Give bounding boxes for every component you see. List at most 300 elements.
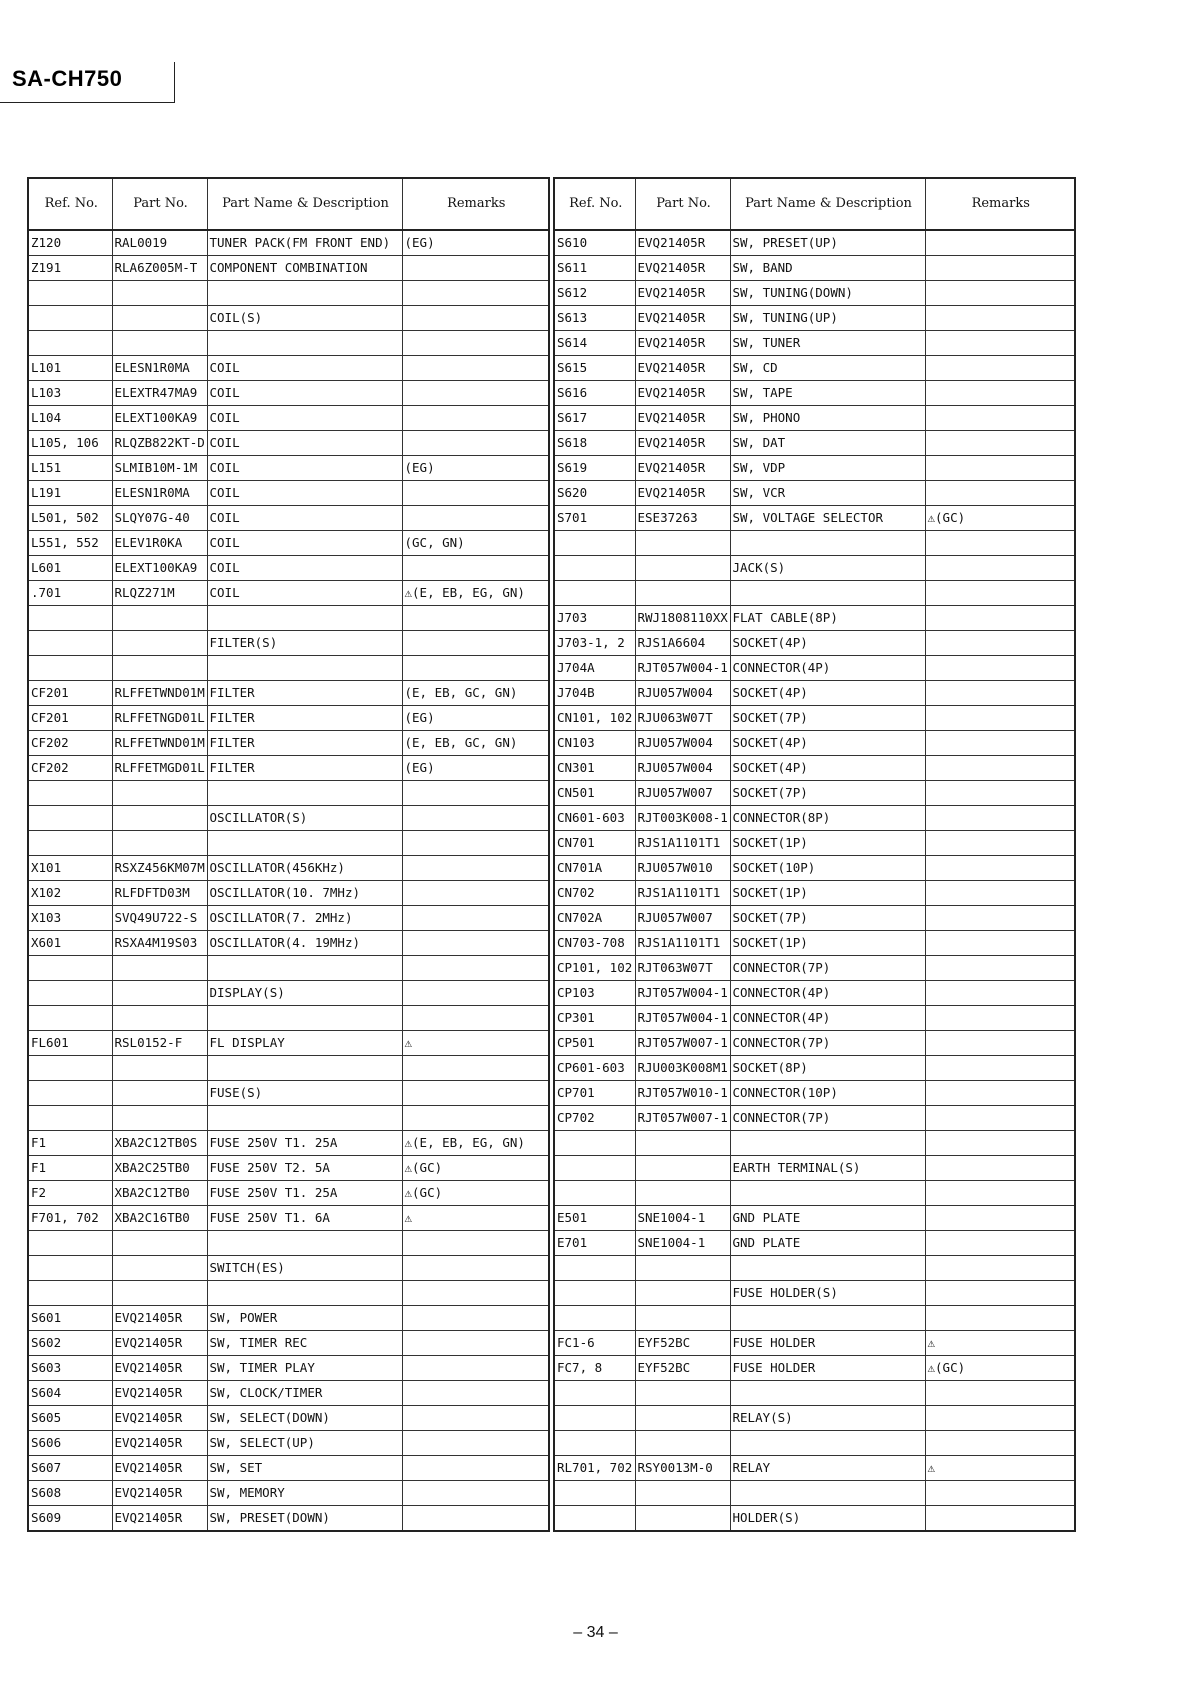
table-row: [554, 1306, 1075, 1331]
cell-remarks: [925, 656, 1075, 681]
model-header-box: [0, 62, 175, 103]
cell-part-no: RJU063W07T: [635, 706, 730, 731]
cell-remarks: [925, 1381, 1075, 1406]
cell-part-no: EVQ21405R: [635, 456, 730, 481]
cell-description: EARTH TERMINAL(S): [730, 1156, 925, 1181]
cell-ref-no: X103: [28, 906, 112, 931]
cell-remarks: [402, 1231, 549, 1256]
cell-ref-no: CP301: [554, 1006, 635, 1031]
table-row: [554, 1006, 1075, 1031]
cell-description: SW, TIMER PLAY: [207, 1356, 402, 1381]
table-row: [28, 1481, 549, 1506]
cell-part-no: RJS1A1101T1: [635, 831, 730, 856]
cell-description: FUSE HOLDER: [730, 1331, 925, 1356]
cell-part-no: [635, 1281, 730, 1306]
cell-remarks: [402, 1481, 549, 1506]
cell-description: OSCILLATOR(10. 7MHz): [207, 881, 402, 906]
cell-ref-no: CN701A: [554, 856, 635, 881]
cell-ref-no: [28, 1281, 112, 1306]
table-row: [28, 1006, 549, 1031]
cell-remarks: [402, 631, 549, 656]
cell-description: SOCKET(7P): [730, 906, 925, 931]
cell-description: [207, 956, 402, 981]
table-row: [554, 331, 1075, 356]
cell-part-no: EVQ21405R: [635, 306, 730, 331]
cell-part-no: [112, 1281, 207, 1306]
table-row: [28, 230, 549, 256]
cell-part-no: [635, 1156, 730, 1181]
cell-part-no: EVQ21405R: [112, 1306, 207, 1331]
cell-description: SW, DAT: [730, 431, 925, 456]
cell-ref-no: [28, 1231, 112, 1256]
cell-description: SOCKET(10P): [730, 856, 925, 881]
cell-part-no: RJT057W007-1: [635, 1031, 730, 1056]
cell-part-no: SLMIB10M-1M: [112, 456, 207, 481]
cell-description: COIL: [207, 506, 402, 531]
cell-description: SW, PRESET(DOWN): [207, 1506, 402, 1532]
cell-part-no: XBA2C25TB0: [112, 1156, 207, 1181]
cell-description: SOCKET(1P): [730, 931, 925, 956]
table-row: [28, 1281, 549, 1306]
cell-remarks: [925, 1431, 1075, 1456]
cell-part-no: RJT057W004-1: [635, 981, 730, 1006]
cell-description: FILTER: [207, 731, 402, 756]
cell-ref-no: CP103: [554, 981, 635, 1006]
cell-part-no: [635, 1506, 730, 1532]
table-row: [28, 631, 549, 656]
cell-description: COIL: [207, 556, 402, 581]
table-row: [28, 856, 549, 881]
cell-part-no: EVQ21405R: [635, 331, 730, 356]
table-row: [554, 256, 1075, 281]
cell-ref-no: X601: [28, 931, 112, 956]
table-row: [28, 331, 549, 356]
cell-remarks: (EG): [402, 706, 549, 731]
table-row: [28, 656, 549, 681]
cell-ref-no: [28, 981, 112, 1006]
cell-remarks: [925, 431, 1075, 456]
table-row: [28, 1081, 549, 1106]
table-row: [28, 281, 549, 306]
cell-description: HOLDER(S): [730, 1506, 925, 1532]
cell-ref-no: S618: [554, 431, 635, 456]
cell-ref-no: L191: [28, 481, 112, 506]
table-row: [554, 656, 1075, 681]
table-row: [28, 581, 549, 606]
cell-ref-no: S604: [28, 1381, 112, 1406]
cell-ref-no: J704B: [554, 681, 635, 706]
table-row: [28, 306, 549, 331]
cell-description: COIL: [207, 481, 402, 506]
cell-part-no: ELESN1R0MA: [112, 356, 207, 381]
header-ref-no: Ref. No.: [28, 178, 112, 230]
cell-part-no: [635, 1381, 730, 1406]
cell-remarks: ⚠(E, EB, EG, GN): [402, 1131, 549, 1156]
cell-ref-no: [28, 806, 112, 831]
cell-part-no: RJU057W007: [635, 906, 730, 931]
cell-description: FUSE(S): [207, 1081, 402, 1106]
cell-ref-no: [28, 1056, 112, 1081]
cell-remarks: [925, 456, 1075, 481]
cell-remarks: ⚠: [402, 1206, 549, 1231]
cell-ref-no: CN702: [554, 881, 635, 906]
cell-part-no: RJS1A6604: [635, 631, 730, 656]
table-row: [28, 1431, 549, 1456]
cell-remarks: [925, 581, 1075, 606]
parts-table-left: [27, 177, 550, 1532]
cell-description: COIL: [207, 381, 402, 406]
cell-remarks: [925, 381, 1075, 406]
cell-ref-no: S620: [554, 481, 635, 506]
cell-ref-no: F1: [28, 1156, 112, 1181]
table-row: [554, 1256, 1075, 1281]
cell-ref-no: CF201: [28, 681, 112, 706]
cell-ref-no: .701: [28, 581, 112, 606]
cell-ref-no: FC7, 8: [554, 1356, 635, 1381]
table-row: [28, 981, 549, 1006]
cell-remarks: [402, 1081, 549, 1106]
table-row: [554, 1081, 1075, 1106]
cell-part-no: RJT057W010-1: [635, 1081, 730, 1106]
table-row: [554, 1206, 1075, 1231]
cell-part-no: [635, 1431, 730, 1456]
cell-remarks: [925, 256, 1075, 281]
cell-ref-no: X101: [28, 856, 112, 881]
cell-remarks: [925, 1081, 1075, 1106]
cell-ref-no: CP701: [554, 1081, 635, 1106]
cell-ref-no: CF202: [28, 731, 112, 756]
cell-remarks: ⚠(GC): [402, 1181, 549, 1206]
cell-description: [207, 781, 402, 806]
cell-part-no: RLFFETWND01M: [112, 731, 207, 756]
cell-remarks: [402, 381, 549, 406]
cell-part-no: [635, 1406, 730, 1431]
table-row: [28, 1231, 549, 1256]
cell-description: GND PLATE: [730, 1206, 925, 1231]
cell-description: FUSE 250V T1. 25A: [207, 1181, 402, 1206]
table-row: [554, 381, 1075, 406]
cell-remarks: [925, 981, 1075, 1006]
page-number: – 34 –: [573, 1624, 618, 1641]
cell-remarks: [402, 831, 549, 856]
cell-description: SOCKET(4P): [730, 681, 925, 706]
cell-part-no: [112, 1081, 207, 1106]
cell-description: [207, 1056, 402, 1081]
cell-description: CONNECTOR(10P): [730, 1081, 925, 1106]
header-part-no: Part No.: [635, 178, 730, 230]
cell-part-no: EYF52BC: [635, 1331, 730, 1356]
cell-remarks: (EG): [402, 230, 549, 256]
cell-description: SW, TUNER: [730, 331, 925, 356]
table-row: [28, 456, 549, 481]
cell-ref-no: J704A: [554, 656, 635, 681]
cell-remarks: [925, 606, 1075, 631]
cell-remarks: [402, 856, 549, 881]
cell-ref-no: CP501: [554, 1031, 635, 1056]
cell-part-no: EVQ21405R: [112, 1381, 207, 1406]
table-row: [554, 230, 1075, 256]
cell-part-no: ELEXT100KA9: [112, 406, 207, 431]
cell-remarks: ⚠: [925, 1331, 1075, 1356]
cell-ref-no: S608: [28, 1481, 112, 1506]
cell-ref-no: [554, 1506, 635, 1532]
cell-description: FUSE 250V T1. 6A: [207, 1206, 402, 1231]
cell-description: [730, 1181, 925, 1206]
cell-remarks: [925, 731, 1075, 756]
cell-description: COIL: [207, 406, 402, 431]
cell-description: [207, 1281, 402, 1306]
cell-remarks: [925, 856, 1075, 881]
table-row: [28, 531, 549, 556]
cell-remarks: [925, 481, 1075, 506]
cell-ref-no: S602: [28, 1331, 112, 1356]
cell-ref-no: L501, 502: [28, 506, 112, 531]
cell-ref-no: S614: [554, 331, 635, 356]
table-row: [554, 1506, 1075, 1532]
cell-description: COIL: [207, 531, 402, 556]
table-row: [554, 606, 1075, 631]
cell-remarks: [402, 281, 549, 306]
cell-remarks: [925, 1506, 1075, 1532]
table-row: [28, 1206, 549, 1231]
cell-part-no: [635, 1131, 730, 1156]
cell-remarks: [925, 356, 1075, 381]
table-row: [28, 781, 549, 806]
cell-remarks: [402, 981, 549, 1006]
cell-remarks: [925, 1181, 1075, 1206]
cell-ref-no: [28, 831, 112, 856]
cell-remarks: [925, 1306, 1075, 1331]
cell-part-no: RJU057W004: [635, 756, 730, 781]
cell-part-no: RJT063W07T: [635, 956, 730, 981]
cell-part-no: RSY0013M-0: [635, 1456, 730, 1481]
cell-remarks: [402, 1431, 549, 1456]
cell-part-no: RAL0019: [112, 230, 207, 256]
table-row: [28, 1181, 549, 1206]
cell-description: SW, PHONO: [730, 406, 925, 431]
cell-ref-no: S619: [554, 456, 635, 481]
cell-remarks: [925, 831, 1075, 856]
header-remarks: Remarks: [402, 178, 549, 230]
cell-remarks: [925, 1106, 1075, 1131]
table-row: [554, 1456, 1075, 1481]
parts-table-body-left: [28, 230, 549, 1531]
table-row: [28, 1156, 549, 1181]
cell-remarks: (GC, GN): [402, 531, 549, 556]
cell-description: SW, BAND: [730, 256, 925, 281]
cell-part-no: RSXA4M19S03: [112, 931, 207, 956]
cell-part-no: [112, 956, 207, 981]
table-header-row: [554, 178, 1075, 230]
cell-ref-no: CN501: [554, 781, 635, 806]
cell-ref-no: [554, 1181, 635, 1206]
cell-remarks: [402, 906, 549, 931]
table-row: [28, 831, 549, 856]
cell-part-no: EVQ21405R: [112, 1406, 207, 1431]
header-remarks: Remarks: [925, 178, 1075, 230]
cell-description: SW, SET: [207, 1456, 402, 1481]
cell-part-no: EYF52BC: [635, 1356, 730, 1381]
table-row: [28, 406, 549, 431]
cell-remarks: [925, 406, 1075, 431]
cell-description: [730, 531, 925, 556]
cell-ref-no: CN701: [554, 831, 635, 856]
cell-remarks: [925, 1131, 1075, 1156]
cell-description: SW, VDP: [730, 456, 925, 481]
cell-description: COMPONENT COMBINATION: [207, 256, 402, 281]
cell-remarks: [925, 230, 1075, 256]
table-row: [28, 1031, 549, 1056]
cell-ref-no: CN101, 102: [554, 706, 635, 731]
cell-part-no: SLQY07G-40: [112, 506, 207, 531]
cell-part-no: [635, 1181, 730, 1206]
cell-remarks: [925, 631, 1075, 656]
cell-remarks: [402, 556, 549, 581]
cell-description: CONNECTOR(4P): [730, 1006, 925, 1031]
cell-part-no: RLFDFTD03M: [112, 881, 207, 906]
cell-ref-no: [28, 1256, 112, 1281]
table-row: [28, 356, 549, 381]
cell-part-no: [635, 1481, 730, 1506]
cell-part-no: SNE1004-1: [635, 1231, 730, 1256]
cell-remarks: [925, 1206, 1075, 1231]
cell-remarks: [402, 1506, 549, 1532]
table-row: [554, 281, 1075, 306]
cell-part-no: [112, 1231, 207, 1256]
table-header-row: [28, 178, 549, 230]
cell-part-no: [112, 281, 207, 306]
cell-ref-no: CP101, 102: [554, 956, 635, 981]
cell-description: SW, TUNING(UP): [730, 306, 925, 331]
table-row: [554, 531, 1075, 556]
cell-ref-no: CN703-708: [554, 931, 635, 956]
table-row: [28, 606, 549, 631]
cell-description: SW, TUNING(DOWN): [730, 281, 925, 306]
cell-ref-no: [554, 581, 635, 606]
cell-remarks: [402, 1331, 549, 1356]
cell-part-no: XBA2C16TB0: [112, 1206, 207, 1231]
cell-part-no: [112, 1006, 207, 1031]
cell-ref-no: CN702A: [554, 906, 635, 931]
table-row: [28, 1406, 549, 1431]
cell-part-no: EVQ21405R: [112, 1431, 207, 1456]
cell-ref-no: X102: [28, 881, 112, 906]
cell-remarks: [402, 1356, 549, 1381]
cell-remarks: ⚠(GC): [925, 506, 1075, 531]
cell-description: JACK(S): [730, 556, 925, 581]
table-row: [554, 356, 1075, 381]
table-row: [28, 1381, 549, 1406]
cell-part-no: XBA2C12TB0S: [112, 1131, 207, 1156]
cell-remarks: [925, 556, 1075, 581]
header-ref-no: Ref. No.: [554, 178, 635, 230]
cell-description: SOCKET(8P): [730, 1056, 925, 1081]
cell-ref-no: Z191: [28, 256, 112, 281]
cell-part-no: RLFFETNGD01L: [112, 706, 207, 731]
table-row: [28, 881, 549, 906]
cell-remarks: [402, 1106, 549, 1131]
cell-description: COIL: [207, 456, 402, 481]
cell-ref-no: S613: [554, 306, 635, 331]
table-row: [554, 456, 1075, 481]
cell-description: SW, TAPE: [730, 381, 925, 406]
cell-part-no: EVQ21405R: [635, 381, 730, 406]
table-row: [554, 981, 1075, 1006]
cell-remarks: [402, 806, 549, 831]
cell-remarks: [925, 1156, 1075, 1181]
cell-remarks: [925, 956, 1075, 981]
cell-ref-no: CN103: [554, 731, 635, 756]
cell-description: RELAY: [730, 1456, 925, 1481]
cell-ref-no: [554, 1306, 635, 1331]
cell-remarks: [925, 1006, 1075, 1031]
cell-part-no: RLA6Z005M-T: [112, 256, 207, 281]
cell-remarks: [402, 1256, 549, 1281]
cell-remarks: [925, 281, 1075, 306]
cell-ref-no: F2: [28, 1181, 112, 1206]
cell-description: FUSE 250V T1. 25A: [207, 1131, 402, 1156]
cell-part-no: [112, 606, 207, 631]
cell-description: SOCKET(1P): [730, 881, 925, 906]
cell-part-no: RLQZB822KT-D: [112, 431, 207, 456]
table-row: [554, 431, 1075, 456]
cell-description: [207, 281, 402, 306]
cell-part-no: EVQ21405R: [112, 1481, 207, 1506]
cell-part-no: RWJ1808110XX: [635, 606, 730, 631]
cell-ref-no: S616: [554, 381, 635, 406]
cell-remarks: [925, 906, 1075, 931]
table-row: [28, 706, 549, 731]
cell-ref-no: L104: [28, 406, 112, 431]
cell-part-no: ELEXTR47MA9: [112, 381, 207, 406]
cell-description: SOCKET(7P): [730, 781, 925, 806]
cell-ref-no: RL701, 702: [554, 1456, 635, 1481]
parts-table-right: [553, 177, 1076, 1532]
header-description: Part Name & Description: [207, 178, 402, 230]
cell-description: [207, 1006, 402, 1031]
table-row: [28, 931, 549, 956]
cell-ref-no: CN301: [554, 756, 635, 781]
cell-description: OSCILLATOR(456KHz): [207, 856, 402, 881]
cell-ref-no: S603: [28, 1356, 112, 1381]
cell-description: GND PLATE: [730, 1231, 925, 1256]
cell-ref-no: E701: [554, 1231, 635, 1256]
cell-ref-no: L103: [28, 381, 112, 406]
cell-description: FILTER(S): [207, 631, 402, 656]
table-row: [554, 1356, 1075, 1381]
cell-part-no: ESE37263: [635, 506, 730, 531]
cell-part-no: RJU057W004: [635, 731, 730, 756]
cell-description: DISPLAY(S): [207, 981, 402, 1006]
cell-ref-no: [28, 631, 112, 656]
table-row: [554, 1331, 1075, 1356]
cell-part-no: EVQ21405R: [112, 1356, 207, 1381]
table-row: [28, 681, 549, 706]
cell-ref-no: S607: [28, 1456, 112, 1481]
table-row: [554, 406, 1075, 431]
cell-remarks: ⚠: [402, 1031, 549, 1056]
cell-description: FUSE HOLDER: [730, 1356, 925, 1381]
cell-part-no: [112, 831, 207, 856]
cell-ref-no: S615: [554, 356, 635, 381]
table-row: [554, 906, 1075, 931]
cell-remarks: [925, 306, 1075, 331]
cell-description: FILTER: [207, 706, 402, 731]
cell-remarks: ⚠: [925, 1456, 1075, 1481]
cell-ref-no: Z120: [28, 230, 112, 256]
cell-part-no: EVQ21405R: [112, 1456, 207, 1481]
cell-ref-no: L551, 552: [28, 531, 112, 556]
